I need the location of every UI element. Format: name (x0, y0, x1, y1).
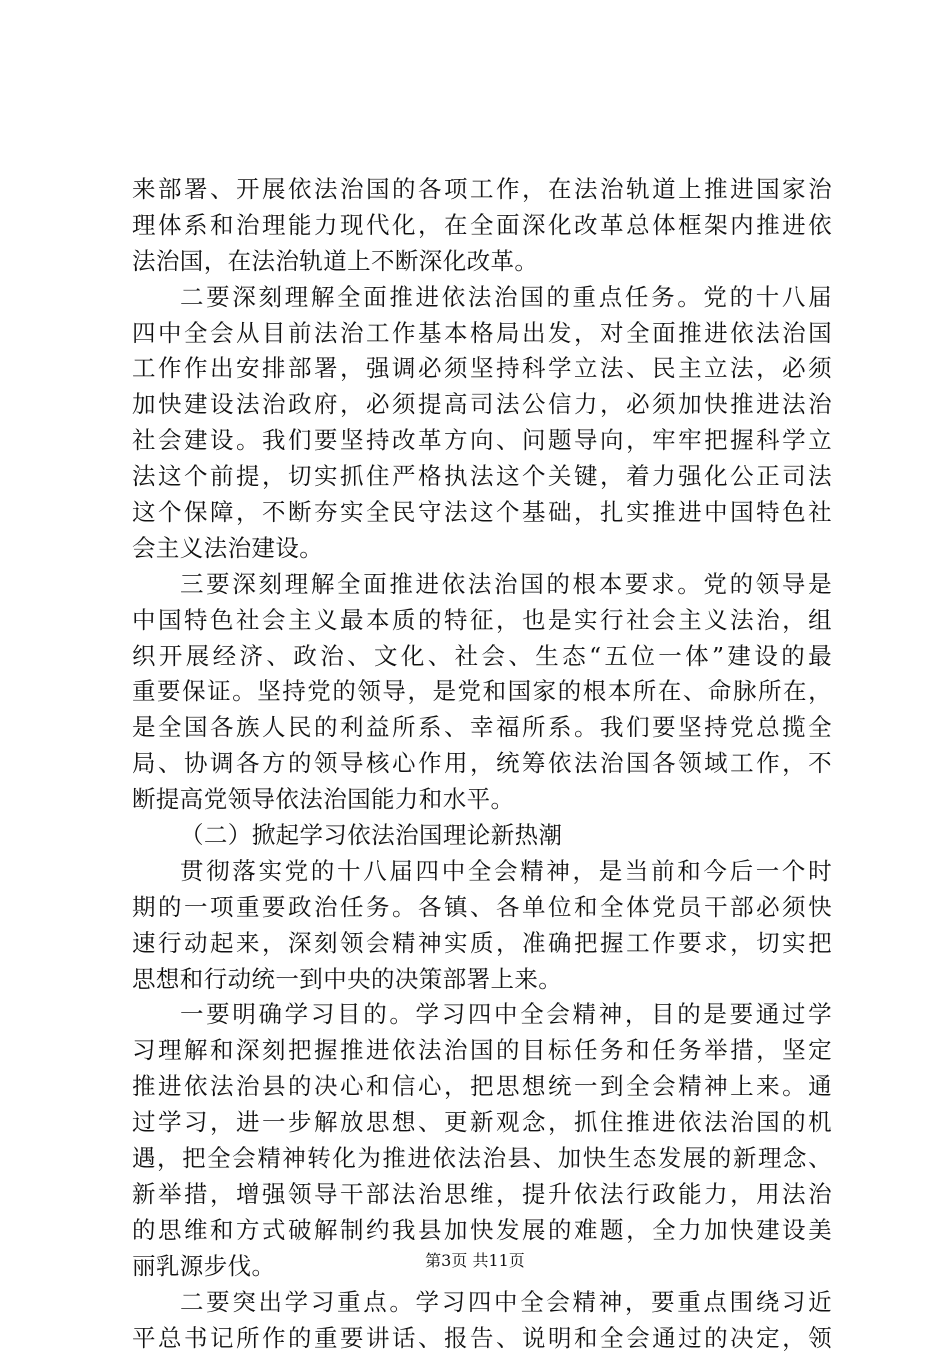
text-line: 法治国，在法治轨道上不断深化改革。 (132, 244, 832, 280)
text-line: 中国特色社会主义最本质的特征，也是实行社会主义法治，组 (132, 603, 832, 639)
text-line: 重要保证。坚持党的领导，是党和国家的根本所在、命脉所在， (132, 674, 832, 710)
text-line: 法这个前提，切实抓住严格执法这个关键，着力强化公正司法 (132, 459, 832, 495)
text-line: 工作作出安排部署，强调必须坚持科学立法、民主立法，必须 (132, 351, 832, 387)
text-line: 推进依法治县的决心和信心，把思想统一到全会精神上来。通 (132, 1069, 832, 1105)
paragraph-first-line: 一要明确学习目的。学习四中全会精神，目的是要通过学 (132, 997, 832, 1033)
text-line: 社会建设。我们要坚持改革方向、问题导向，牢牢把握科学立 (132, 423, 832, 459)
document-body (132, 172, 832, 1356)
text-line: 期的一项重要政治任务。各镇、各单位和全体党员干部必须快 (132, 890, 832, 926)
text-line: 平总书记所作的重要讲话、报告、说明和全会通过的决定，领 (132, 1321, 832, 1356)
text-line: 四中全会从目前法治工作基本格局出发，对全面推进依法治国 (132, 316, 832, 352)
text-line: 习理解和深刻把握推进依法治国的目标任务和任务举措，坚定 (132, 1033, 832, 1069)
text-line: 的思维和方式破解制约我县加快发展的难题，全力加快建设美 (132, 1213, 832, 1249)
text-line: 断提高党领导依法治国能力和水平。 (132, 782, 832, 818)
text-line: 加快建设法治政府，必须提高司法公信力，必须加快推进法治 (132, 387, 832, 423)
text-line: 思想和行动统一到中央的决策部署上来。 (132, 962, 832, 998)
text-line: 这个保障，不断夯实全民守法这个基础，扎实推进中国特色社 (132, 495, 832, 531)
text-line: 新举措，增强领导干部法治思维，提升依法行政能力，用法治 (132, 1177, 832, 1213)
paragraph-first-line: 二要深刻理解全面推进依法治国的重点任务。党的十八届 (132, 280, 832, 316)
text-line: 会主义法治建设。 (132, 531, 832, 567)
paragraph-first-line: 二要突出学习重点。学习四中全会精神，要重点围绕习近 (132, 1285, 832, 1321)
page-number-footer: 第3页 共11页 (0, 1248, 950, 1271)
text-line: 织开展经济、政治、文化、社会、生态“五位一体”建设的最 (132, 639, 832, 675)
text-line: 理体系和治理能力现代化，在全面深化改革总体框架内推进依 (132, 208, 832, 244)
section-heading: （二）掀起学习依法治国理论新热潮 (132, 818, 832, 854)
text-line: 过学习，进一步解放思想、更新观念，抓住推进依法治国的机 (132, 1105, 832, 1141)
text-line: 遇，把全会精神转化为推进依法治县、加快生态发展的新理念、 (132, 1141, 832, 1177)
text-line: 来部署、开展依法治国的各项工作，在法治轨道上推进国家治 (132, 172, 832, 208)
text-line: 是全国各族人民的利益所系、幸福所系。我们要坚持党总揽全 (132, 710, 832, 746)
text-line: 丽乳源步伐。 (132, 1249, 832, 1285)
text-line: 局、协调各方的领导核心作用，统筹依法治国各领域工作，不 (132, 746, 832, 782)
text-line: 速行动起来，深刻领会精神实质，准确把握工作要求，切实把 (132, 926, 832, 962)
paragraph-first-line: 三要深刻理解全面推进依法治国的根本要求。党的领导是 (132, 567, 832, 603)
paragraph-first-line: 贯彻落实党的十八届四中全会精神，是当前和今后一个时 (132, 854, 832, 890)
